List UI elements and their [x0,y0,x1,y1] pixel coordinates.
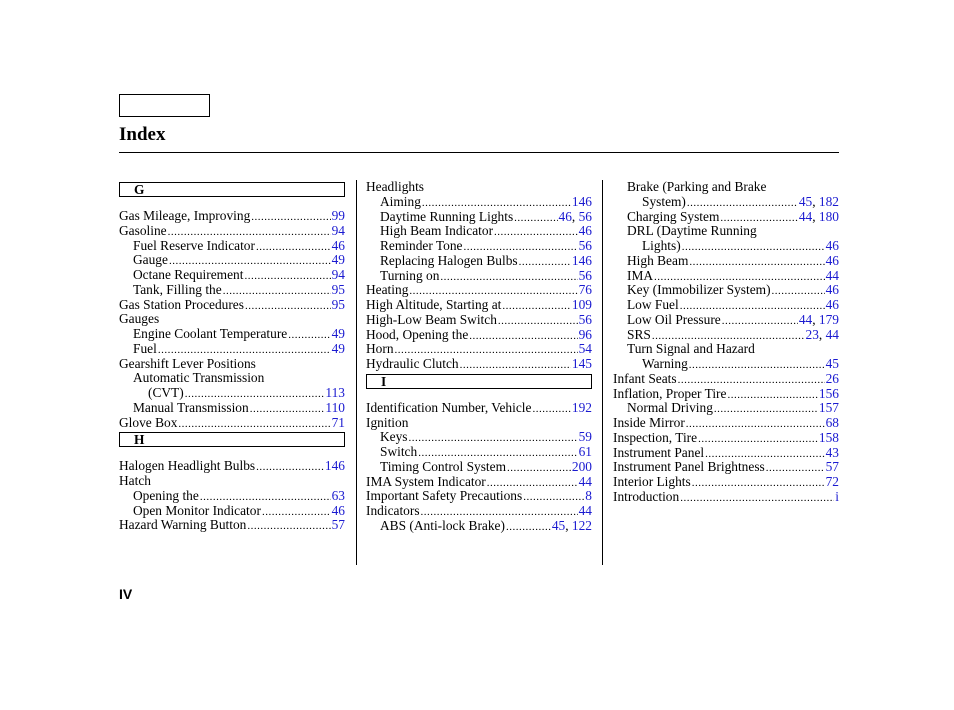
entry-pages [332,224,345,239]
entry-pages [579,328,592,343]
entry-label: Warning [642,356,688,371]
page-link[interactable]: 45 [798,193,813,209]
entry-label: Manual Transmission [133,399,249,415]
page-link[interactable]: 179 [818,311,839,327]
index-heading: Turn Signal and Hazard [627,341,755,357]
page-link[interactable]: 49 [331,252,345,268]
page-link[interactable]: 122 [571,517,592,533]
page-link[interactable]: 54 [578,341,592,357]
index-entry [613,195,839,210]
entry-label: Switch [380,444,418,459]
page-link[interactable]: 157 [818,400,839,416]
dot-leader [519,255,571,270]
page-link[interactable]: 158 [818,429,839,445]
page-link[interactable]: 26 [825,370,839,386]
entry-pages [332,504,345,519]
entry-pages [572,357,592,372]
entry-label: Halogen Headlight Bulbs [119,458,256,474]
index-entry [119,459,345,474]
dot-leader [766,461,825,476]
page-link[interactable]: 109 [571,297,592,312]
index-entry [613,431,839,446]
index-entry [613,387,839,402]
entry-pages [579,239,592,254]
page-link[interactable]: 95 [331,281,345,297]
index-entry [366,430,592,445]
page-link[interactable]: 56 [578,208,592,224]
entry-label: Inspection, Tire [613,429,698,445]
page-link[interactable]: 46 [825,252,839,268]
entry-pages [332,416,345,431]
page-link[interactable]: 200 [571,458,592,474]
entry-pages: 23, 44 [805,326,839,342]
index-entry [119,342,345,357]
page-link[interactable]: 68 [825,415,839,430]
entry-pages [572,401,592,416]
entry-label: Open Monitor Indicator [133,502,261,518]
page-link[interactable]: 76 [578,282,592,298]
entry-pages [579,504,592,519]
entry-label: SRS [627,326,651,342]
entry-label: IMA [627,267,654,283]
entry-label: Replacing Halogen Bulbs [380,252,518,268]
dot-leader [714,402,818,417]
entry-pages [826,460,839,475]
entry-pages [572,460,592,475]
entry-pages [835,490,839,505]
entry-pages [826,283,839,298]
entry-pages [332,298,345,313]
page-link[interactable]: 96 [578,326,592,342]
index-entry [613,239,839,254]
entry-label: Gas Mileage, Improving [119,208,251,223]
index-entry [613,357,839,372]
page-link[interactable]: 71 [331,414,345,430]
index-entry [366,210,592,225]
entry-label: Aiming [380,193,421,209]
index-entry [119,416,345,431]
entry-pages [579,224,592,239]
page-link[interactable]: 43 [825,444,839,460]
entry-label: IMA System Indicator [366,473,486,489]
entry-pages [579,342,592,357]
page-link[interactable]: 8 [585,488,592,504]
entry-label: Fuel Reserve Indicator [133,237,255,253]
entry-pages [325,459,345,474]
dot-leader [460,358,571,373]
entry-pages [579,283,592,298]
page-link[interactable]: 45 [825,356,839,371]
entry-pages [826,269,839,284]
entry-label: Gauge [133,252,168,268]
index-column-3 [613,180,839,505]
entry-label: Keys [380,429,408,445]
page-link[interactable]: 94 [331,267,345,282]
page-link[interactable]: 46 [331,237,345,253]
entry-pages [819,431,839,446]
entry-label: Heating [366,282,409,298]
dot-leader [498,314,578,329]
page-link[interactable]: 145 [571,356,592,371]
dot-leader [689,255,824,270]
page-link[interactable]: 46 [825,297,839,312]
dot-leader [178,417,330,432]
page-link[interactable]: 99 [331,208,345,223]
entry-label: Lights) [642,238,681,253]
page-link[interactable]: 46 [558,208,572,224]
index-entry [366,328,592,343]
entry-label: Instrument Panel [613,444,705,460]
section-letter-i: I [366,374,592,389]
entry-label: Fuel [133,340,157,356]
entry-pages [572,254,592,269]
page-link[interactable]: 46 [825,238,839,253]
entry-label: High Altitude, Starting at [366,297,502,312]
entry-pages [579,313,592,328]
entry-label: Low Oil Pressure [627,311,721,327]
index-entry [366,313,592,328]
page-link[interactable]: 49 [331,326,345,341]
page-link[interactable]: 23 [805,326,819,342]
dot-leader [251,210,330,225]
entry-pages [332,283,345,298]
entry-label: Hydraulic Clutch [366,356,459,371]
dot-leader [698,432,818,447]
dot-leader [256,460,324,475]
page-link[interactable]: 46 [825,282,839,298]
dot-leader [250,402,325,417]
dot-leader [506,520,551,535]
entry-pages [572,298,592,313]
entry-pages [332,518,345,533]
dot-leader [507,461,571,476]
index-entry [366,254,592,269]
entry-pages [826,298,839,313]
entry-pages [332,327,345,342]
entry-label: Hazard Warning Button [119,517,247,533]
page-link[interactable]: 72 [825,474,839,489]
entry-pages: 45, 182 [798,193,839,209]
dot-leader [502,299,571,314]
dot-leader [256,240,331,255]
page-link[interactable]: 94 [331,222,345,238]
index-entry [366,460,592,475]
index-entry [366,519,592,534]
page-link[interactable]: 95 [331,296,345,312]
page-link[interactable]: 180 [818,208,839,224]
index-entry [366,445,592,460]
dot-leader [682,240,825,255]
page-link[interactable]: 46 [578,223,592,239]
index-entry [366,195,592,210]
column-divider [356,180,357,565]
entry-label: High-Low Beam Switch [366,311,497,327]
index-entry [613,372,839,387]
entry-pages [585,489,592,504]
dot-leader [692,476,825,491]
page-link[interactable]: 61 [578,444,592,459]
index-entry [366,283,592,298]
index-entry [613,416,839,431]
index-entry [613,283,839,298]
index-entry [119,327,345,342]
page-link[interactable]: 56 [578,238,592,253]
entry-label: Instrument Panel Brightness [613,459,765,475]
entry-label: Inflation, Proper Tire [613,385,727,401]
entry-label: Octane Requirement [133,267,244,282]
index-entry [613,490,839,505]
page-link[interactable]: 56 [578,267,592,283]
page-link[interactable]: 44 [825,326,839,342]
page-link[interactable]: 146 [571,252,592,268]
section-letter-h: H [119,432,345,447]
page-link[interactable]: 44 [578,473,592,489]
entry-pages: 45, 122 [551,517,592,533]
page-link[interactable]: 44 [825,267,839,283]
dot-leader [680,491,834,506]
entry-pages [332,209,345,224]
dot-leader [245,299,331,314]
dot-leader [469,329,577,344]
index-entry [366,357,592,372]
entry-label: System) [642,193,686,209]
entry-label: Indicators [366,503,420,518]
index-heading: Hatch [119,473,151,488]
dot-leader [514,211,557,226]
dot-leader [727,388,817,403]
index-entry [119,504,345,519]
page-link[interactable]: 57 [331,517,345,533]
index-heading: Ignition [366,414,409,430]
page-link[interactable]: 182 [818,193,839,209]
index-entry [119,386,345,401]
index-entry [366,342,592,357]
entry-label: Key (Immobilizer System) [627,282,771,298]
dot-leader [772,284,825,299]
entry-pages [826,239,839,254]
index-entry [613,313,839,328]
entry-label: High Beam Indicator [380,223,494,239]
index-entry [613,475,839,490]
entry-pages [325,386,345,401]
index-heading: DRL (Daytime Running [627,223,757,239]
entry-label: (CVT) [148,385,184,400]
entry-label: Daytime Running Lights [380,208,514,224]
index-entry [366,298,592,313]
index-heading: Gauges [119,311,160,327]
entry-label: Interior Lights [613,474,691,489]
column-divider [602,180,603,565]
index-entry [613,460,839,475]
header-tab-box [119,94,210,117]
index-entry [366,489,592,504]
dot-leader [686,417,825,432]
header-rule [119,152,839,153]
entry-label: Introduction [613,488,680,504]
entry-pages [572,195,592,210]
page-link[interactable]: 45 [551,517,566,533]
entry-label: Horn [366,341,394,357]
dot-leader [722,314,798,329]
page-link[interactable]: 49 [331,340,345,356]
dot-leader [689,358,825,373]
index-entry [613,269,839,284]
entry-pages [819,401,839,416]
index-entry [119,489,345,504]
index-entry [119,268,345,283]
entry-pages [332,239,345,254]
page-link[interactable]: 192 [571,399,592,415]
entry-label: High Beam [627,252,689,268]
entry-pages [332,253,345,268]
dot-leader [262,505,331,520]
page-link[interactable]: 156 [818,385,839,401]
page-link[interactable]: 44 [578,503,592,518]
index-entry [613,298,839,313]
page-number: IV [119,586,133,602]
dot-leader [440,270,577,285]
entry-pages [826,357,839,372]
index-entry [366,401,592,416]
index-heading: Brake (Parking and Brake [627,179,767,194]
entry-label: ABS (Anti-lock Brake) [380,517,505,533]
entry-pages [579,269,592,284]
page-link[interactable]: 63 [331,487,345,503]
dot-leader [244,269,330,284]
entry-pages [332,342,345,357]
page-link[interactable]: 59 [578,429,592,445]
entry-label: Hood, Opening the [366,326,469,342]
index-column-2 [366,180,592,534]
entry-label: Engine Coolant Temperature [133,326,288,341]
page-title: Index [119,124,166,145]
index-entry [366,239,592,254]
dot-leader [532,402,570,417]
page-link[interactable]: 146 [571,193,592,209]
page-link[interactable]: i [835,488,839,504]
index-entry [119,401,345,416]
index-heading: Automatic Transmission [133,370,265,386]
entry-pages: 44, 179 [798,311,839,327]
entry-pages [325,401,345,416]
index-entry [119,518,345,533]
index-heading: Headlights [366,179,425,194]
index-entry [613,210,839,225]
entry-pages [332,489,345,504]
page-link[interactable]: 146 [324,458,345,474]
index-entry [613,446,839,461]
entry-label: Turning on [380,267,440,283]
entry-pages [826,475,839,490]
entry-label: Tank, Filling the [133,281,222,297]
page-link[interactable]: 56 [578,311,592,327]
index-entry [119,298,345,313]
index-entry [119,253,345,268]
entry-label: Infant Seats [613,370,677,386]
entry-pages [579,430,592,445]
entry-pages [579,475,592,490]
entry-label: Inside Mirror [613,415,685,430]
index-entry [366,224,592,239]
index-column-1 [119,180,345,533]
index-entry [366,475,592,490]
entry-label: Normal Driving [627,400,713,416]
index-entry [613,328,839,343]
entry-label: Identification Number, Vehicle [366,399,532,415]
index-entry [613,254,839,269]
entry-label: Gas Station Procedures [119,296,244,312]
entry-pages [826,416,839,431]
page-link[interactable]: 44 [798,208,813,224]
entry-pages [819,387,839,402]
dot-leader [409,431,578,446]
dot-leader [247,519,330,534]
index-entry [366,269,592,284]
entry-label: Low Fuel [627,297,679,312]
entry-pages [332,268,345,283]
entry-label: Important Safety Precautions [366,488,523,504]
index-entry [119,209,345,224]
page-link[interactable]: 44 [798,311,813,327]
index-entry [119,239,345,254]
section-letter-g: G [119,182,345,197]
entry-pages [579,445,592,460]
entry-label: Timing Control System [380,458,507,474]
entry-label: Glove Box [119,414,178,430]
index-entry [119,283,345,298]
page-link[interactable]: 110 [325,399,345,415]
entry-label: Charging System [627,208,720,224]
entry-label: Gasoline [119,222,167,238]
index-entry [613,401,839,416]
entry-pages [826,372,839,387]
dot-leader [494,225,578,240]
dot-leader [288,328,330,343]
page-link[interactable]: 57 [825,459,839,475]
entry-pages: 46, 56 [558,208,592,224]
dot-leader [523,490,584,505]
entry-pages [826,446,839,461]
index-entry [366,504,592,519]
entry-label: Reminder Tone [380,238,463,253]
index-entry [119,224,345,239]
page-link[interactable]: 113 [325,385,345,400]
index-heading: Gearshift Lever Positions [119,355,256,371]
page-link[interactable]: 46 [331,502,345,518]
entry-label: Opening the [133,487,199,503]
entry-pages: 44, 180 [798,208,839,224]
entry-pages [826,254,839,269]
